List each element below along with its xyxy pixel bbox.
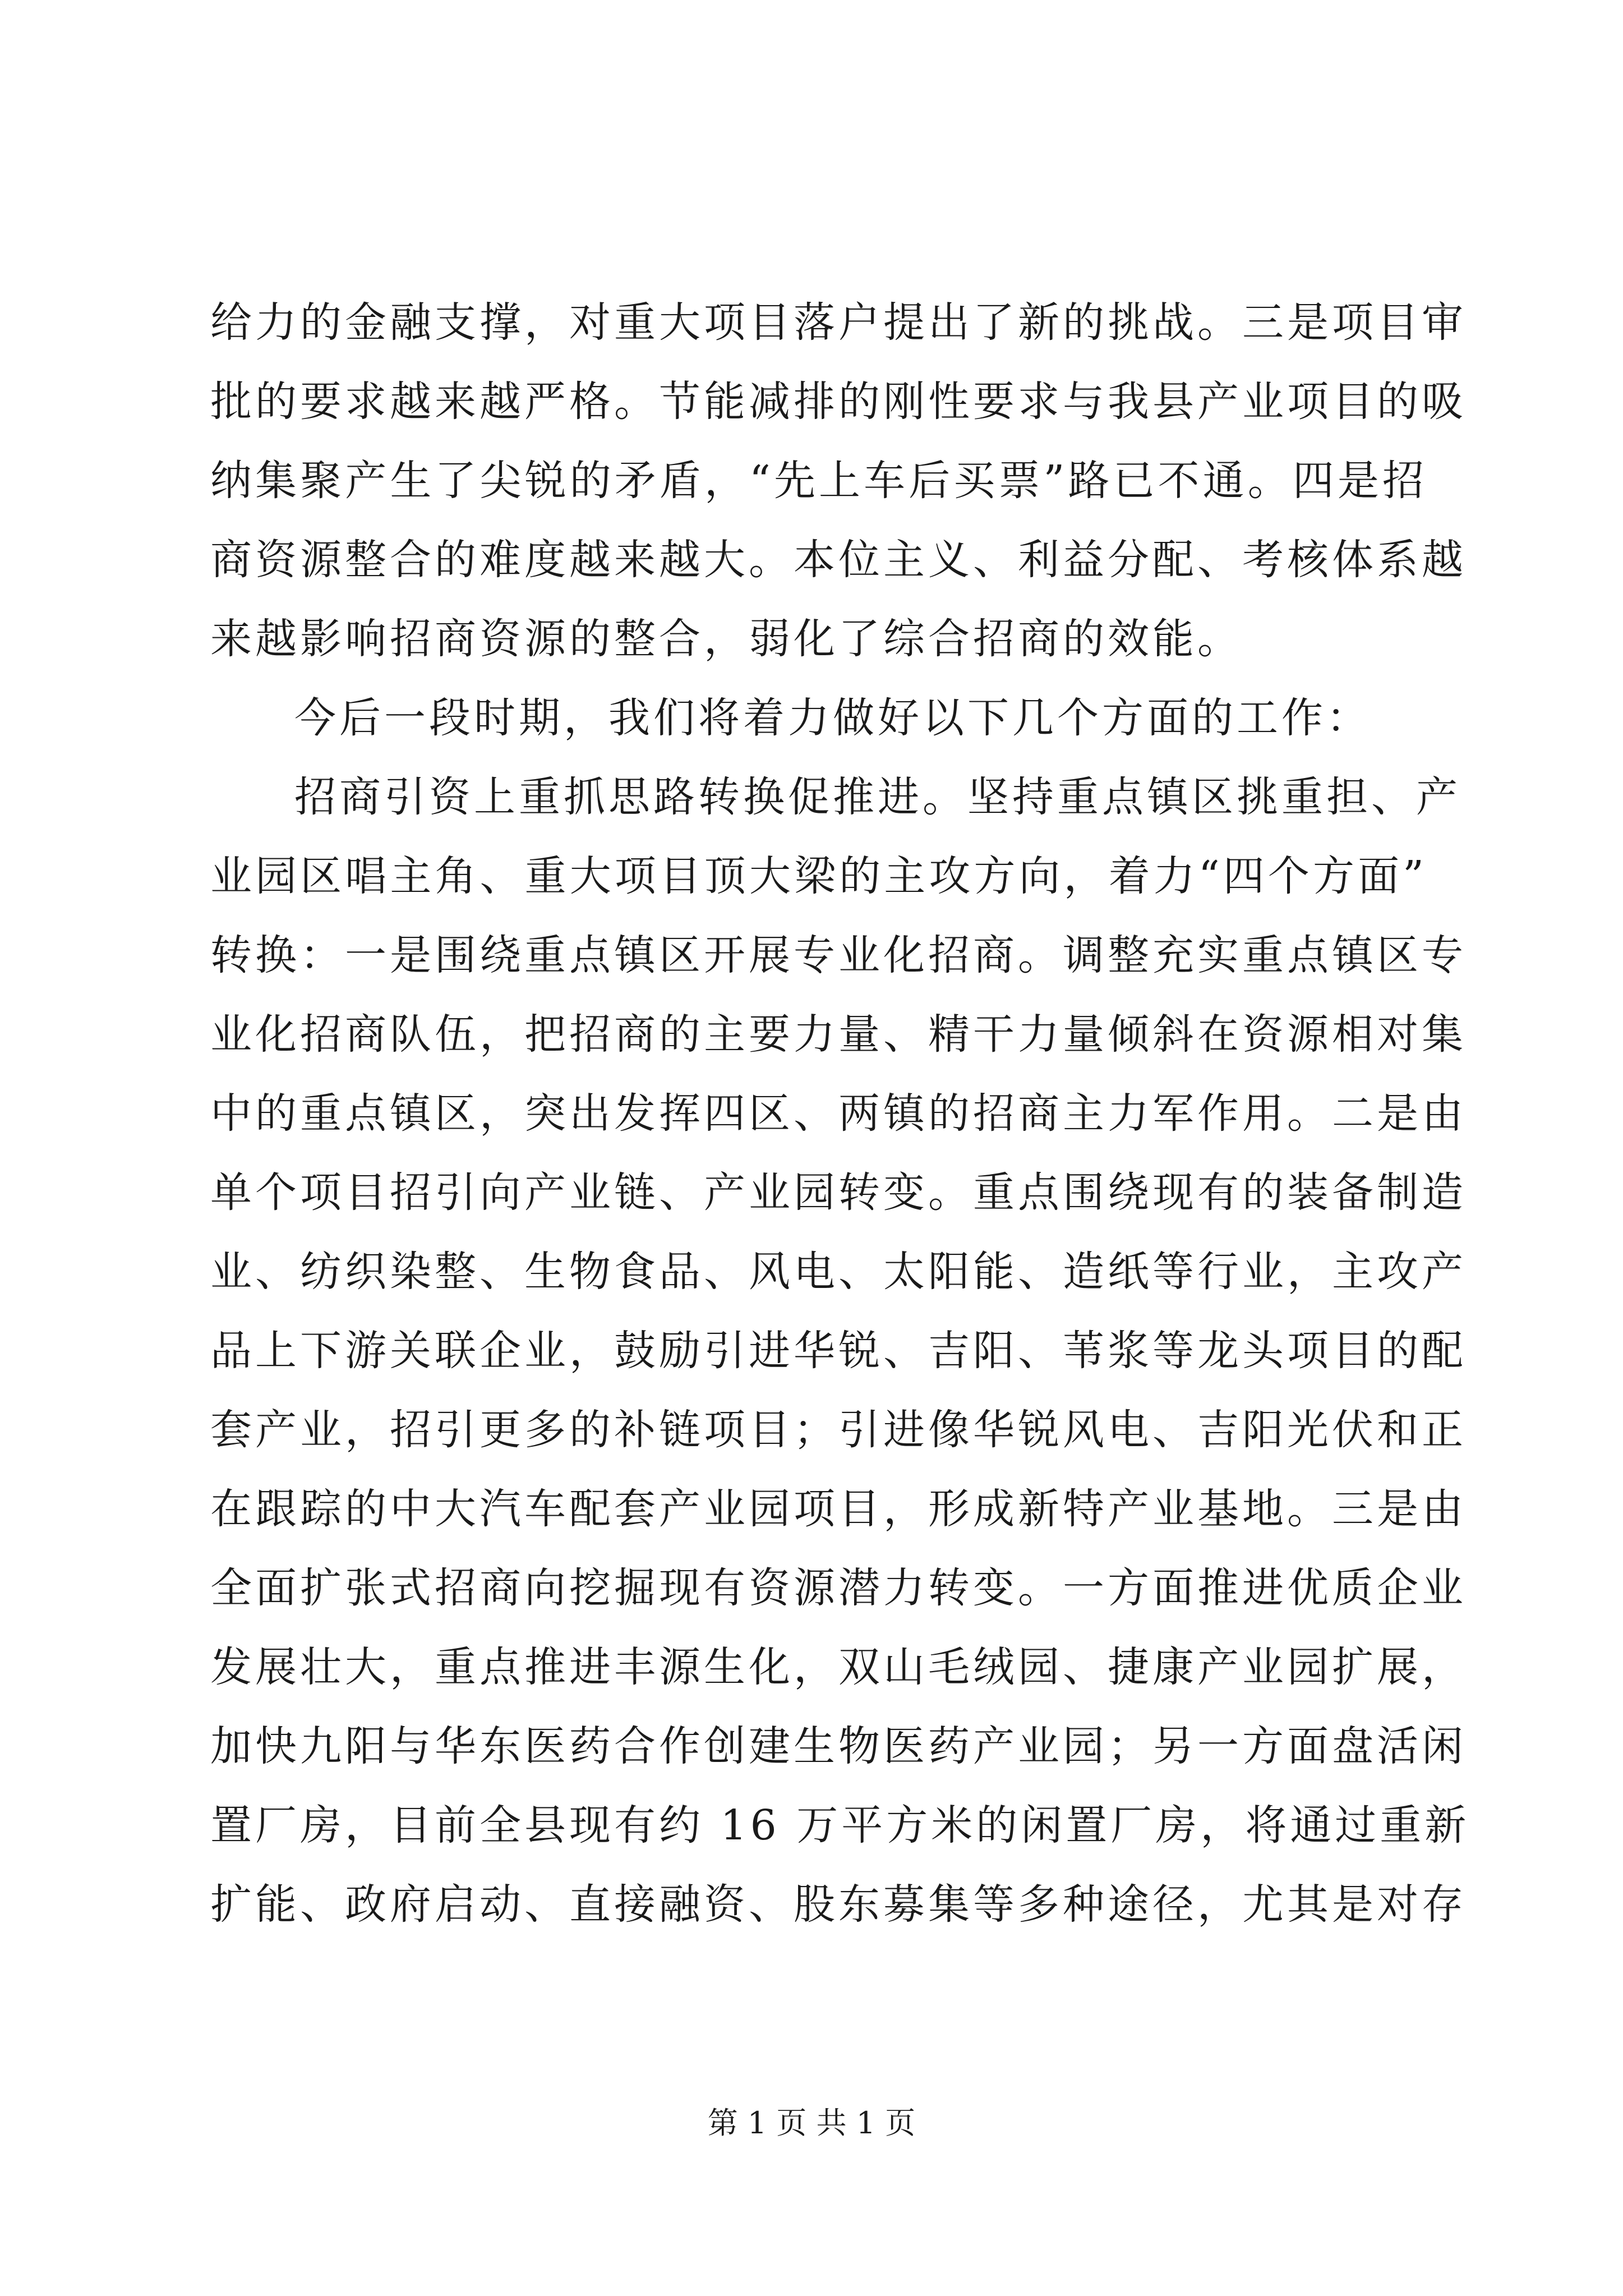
text-line: 单个项目招引向产业链、产业园转变。重点围绕现有的装备制造 [210,1168,1467,1217]
text-line: 在跟踪的中大汽车配套产业园项目，形成新特产业基地。三是由 [210,1485,1467,1533]
document-body [210,283,1470,1944]
text-line: 加快九阳与华东医药合作创建生物医药产业园；另一方面盘活闲 [210,1722,1467,1770]
text-line: 置厂房，目前全县现有约 16 万平方米的闲置厂房，将通过重新 [210,1801,1470,1849]
text-line: 业化招商队伍，把招商的主要力量、精干力量倾斜在资源相对集 [210,1010,1467,1059]
text-line: 转换：一是围绕重点镇区开展专业化招商。调整充实重点镇区专 [210,931,1467,979]
page-footer: 第 1 页 共 1 页 [707,2105,916,2141]
text-line: 业、纺织染整、生物食品、风电、太阳能、造纸等行业，主攻产 [210,1248,1467,1296]
text-line: 业园区唱主角、重大项目顶大梁的主攻方向，着力“四个方面” [210,852,1427,900]
text-line: 套产业，招引更多的补链项目；引进像华锐风电、吉阳光伏和正 [210,1406,1467,1454]
text-line: 品上下游关联企业，鼓励引进华锐、吉阳、苇浆等龙头项目的配 [210,1327,1467,1375]
text-line: 纳集聚产生了尖锐的矛盾，“先上车后买票”路已不通。四是招 [210,457,1427,505]
text-line: 扩能、政府启动、直接融资、股东募集等多种途径，尤其是对存 [210,1880,1467,1929]
text-line: 中的重点镇区，突出发挥四区、两镇的招商主力军作用。二是由 [210,1089,1467,1138]
text-line: 商资源整合的难度越来越大。本位主义、利益分配、考核体系越 [210,536,1467,584]
text-line: 发展壮大，重点推进丰源生化，双山毛绒园、捷康产业园扩展， [210,1643,1467,1691]
text-line: 批的要求越来越严格。节能减排的刚性要求与我县产业项目的吸 [210,378,1467,426]
text-line: 全面扩张式招商向挖掘现有资源潜力转变。一方面推进优质企业 [210,1564,1467,1612]
text-line: 来越影响招商资源的整合，弱化了综合招商的效能。 [210,615,1242,663]
text-line: 给力的金融支撑，对重大项目落户提出了新的挑战。三是项目审 [210,298,1467,347]
text-line: 招商引资上重抓思路转换促推进。坚持重点镇区挑重担、产 [294,773,1461,821]
text-line: 今后一段时期，我们将着力做好以下几个方面的工作： [294,694,1371,742]
